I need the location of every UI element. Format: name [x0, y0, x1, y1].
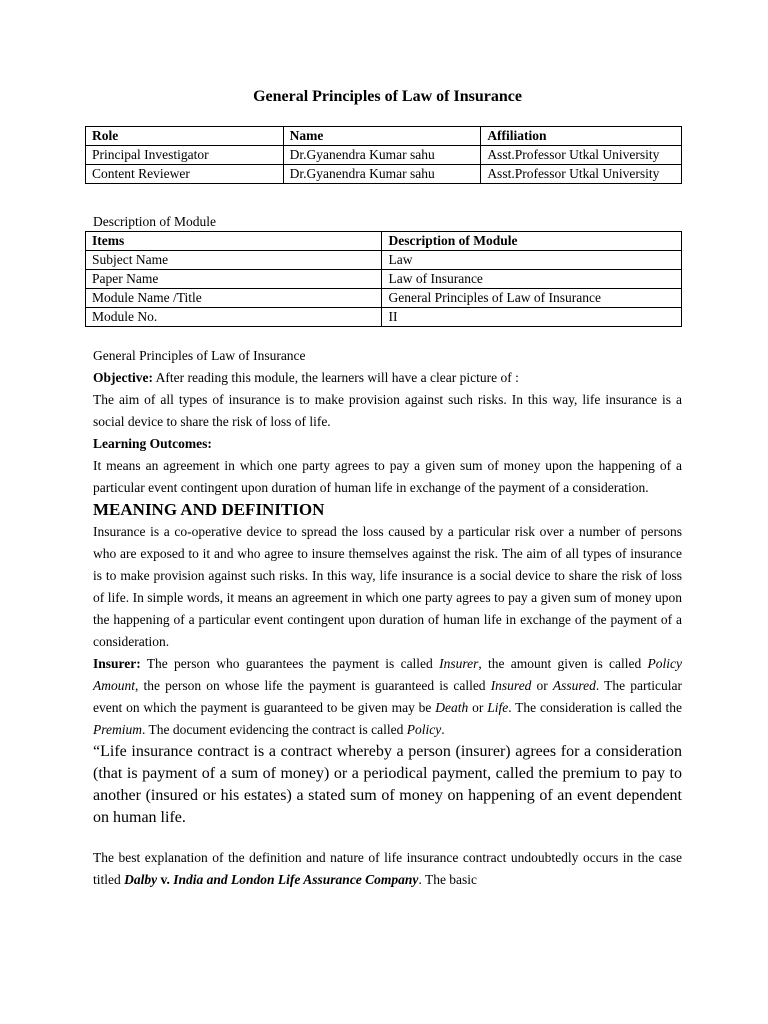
body-text — [93, 345, 682, 891]
cell-item: Module Name /Title — [86, 289, 382, 308]
cell-name: Dr.Gyanendra Kumar sahu — [283, 146, 481, 165]
objective-text: After reading this module, the learners will have a clear picture of : — [152, 370, 519, 385]
module-table — [85, 231, 682, 327]
cell-description: Law — [382, 251, 682, 270]
case-paragraph: The best explanation of the definition and nature of life insurance contract undoubtedly occurs in the case titled Dalby v. India and London Life Assurance Company. The basic — [93, 850, 682, 887]
objective-label: Objective: — [93, 370, 153, 385]
section-heading: MEANING AND DEFINITION — [93, 500, 325, 519]
header-name: Name — [283, 127, 481, 146]
cell-description: Law of Insurance — [382, 270, 682, 289]
table-row — [86, 289, 682, 308]
page-title: General Principles of Law of Insurance — [253, 88, 522, 105]
table-row — [86, 146, 682, 165]
table-row — [86, 270, 682, 289]
cell-item: Subject Name — [86, 251, 382, 270]
table-row — [86, 251, 682, 270]
objective-paragraph — [93, 367, 682, 389]
cell-item: Paper Name — [86, 270, 382, 289]
case-name-part: India and London Life Assurance Company — [173, 872, 419, 887]
learning-outcomes-paragraph: It means an agreement in which one party agrees to pay a given sum of money upon the happening of a particular event contingent upon duration of human life in exchange of the payment of a consideration. — [93, 458, 682, 495]
header-affiliation: Affiliation — [481, 127, 682, 146]
header-description: Description of Module — [382, 232, 682, 251]
cell-role: Content Reviewer — [86, 165, 284, 184]
personnel-table — [85, 126, 682, 184]
cell-affiliation: Asst.Professor Utkal University — [481, 165, 682, 184]
cell-description: General Principles of Law of Insurance — [382, 289, 682, 308]
meaning-paragraph: Insurance is a co-operative device to spread the loss caused by a particular risk over a number of persons who are exposed to it and who agree to insure themselves against the risk. The aim of all types of insurance is to make provision against such risks. In this way, life insurance is a social device to share the risk of loss of life. In simple words, it means an agreement in which one party agrees to pay a given sum of money upon the happening of a particular event contingent upon duration of human life in exchange of the payment of a consideration. — [93, 524, 682, 649]
header-role: Role — [86, 127, 284, 146]
table-header-row — [86, 232, 682, 251]
module-title-line: General Principles of Law of Insurance — [93, 348, 306, 363]
aim-paragraph: The aim of all types of insurance is to make provision against such risks. In this way, life insurance is a social device to share the risk of loss of life. — [93, 392, 682, 429]
learning-outcomes-label: Learning Outcomes: — [93, 436, 212, 451]
insurer-paragraph: Insurer: The person who guarantees the payment is called Insurer, the amount given is called Policy Amount, the person on whose life the payment is guaranteed is called Insured or Assured. The particular event on which the payment is guaranteed to be given may be Death or Life. The consideration is called the Premium. The document evidencing the contract is called Policy. — [93, 656, 682, 737]
cell-name: Dr.Gyanendra Kumar sahu — [283, 165, 481, 184]
cell-affiliation: Asst.Professor Utkal University — [481, 146, 682, 165]
table-header-row — [86, 127, 682, 146]
description-label: Description of Module — [93, 214, 216, 229]
table-row — [86, 308, 682, 327]
case-name-part: Dalby — [124, 872, 158, 887]
cell-role: Principal Investigator — [86, 146, 284, 165]
insurer-label: Insurer: — [93, 656, 141, 671]
cell-description: II — [382, 308, 682, 327]
spacer — [93, 829, 682, 847]
definition-quote: “Life insurance contract is a contract whereby a person (insurer) agrees for a consideration (that is payment of a sum of money) or a periodical payment, called the premium to pay to another (insured or his estates) a stated sum of money on happening of an event dependent on human life. — [93, 743, 682, 826]
header-items: Items — [86, 232, 382, 251]
cell-item: Module No. — [86, 308, 382, 327]
table-row — [86, 165, 682, 184]
